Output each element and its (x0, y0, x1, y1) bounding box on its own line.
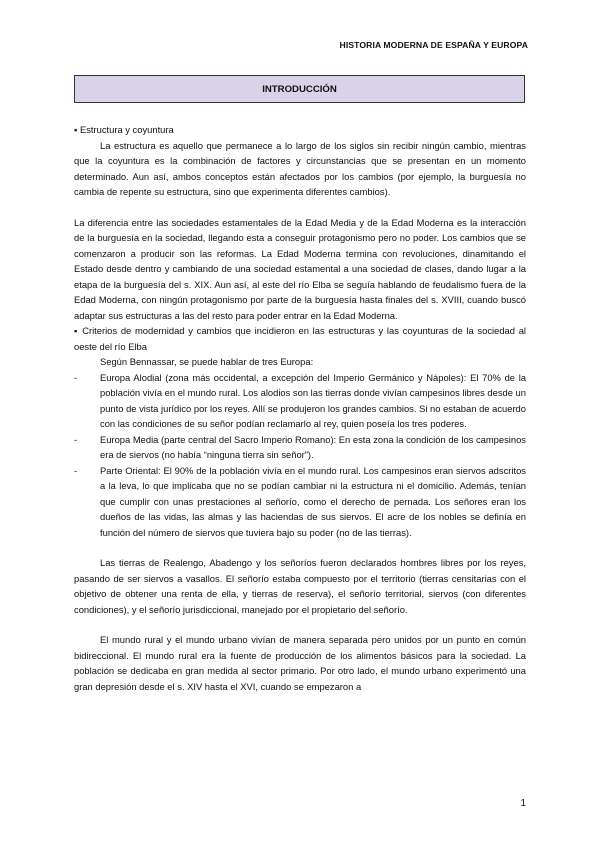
dash-icon: - (74, 464, 78, 476)
page-number: 1 (520, 798, 526, 809)
dash-icon: - (74, 433, 78, 445)
section-title-box (74, 75, 525, 103)
paragraph-difference: La diferencia entre las sociedades estamentales de la Edad Media y de la Edad Moderna es la interacción de la burguesía en la sociedad, llegando esta a conseguir protagonismo pero no poder. Los cambios que se comenzaron a producir son las reformas. La Edad Moderna termina con revoluciones, dinamitando el Estado desde dentro y cambiando de una sociedad estamental a una sociedad de clases, dando lugar a la etapa de la burguesía del s. XIX. Aun así, al este del río Elba se seguía hablando de feudalismo fuera de la Edad Moderna, con ningún protagonismo por parte de la burguesía hasta finales del s. XVIII, cuando buscó adaptar sus estructuras a las del resto para poder entrar en la Edad Moderna. (74, 216, 526, 321)
paragraph-bennassar: Según Bennassar, se puede hablar de tres Europa: (100, 356, 314, 367)
bullet-heading-criteria (74, 323, 526, 354)
list-item-text: Europa Media (parte central del Sacro Imperio Romano): En esta zona la condición de los campesinos era de siervos (no había “ninguna tierra sin señor”). (100, 433, 526, 460)
paragraph-rural-urban: El mundo rural y el mundo urbano vivían de manera separada pero unidos por un punto en común bidireccional. El mundo rural era la fuente de producción de los alimentos básicos para la sociedad. La población se dedicaba en gran medida al sector primario. Por otro lado, el mundo urbano experimentó una gran depresión desde el s. XIV hasta el XVI, cuando se empezaron a (74, 634, 526, 692)
list-item-text: Europa Alodial (zona más occidental, a excepción del Imperio Germánico y Nápoles): El 70% de la población vivía en el mundo rural. Los alodios son las tierras donde vivían campesinos libres desde un punto de vista jurídico por los reyes. Allí se produjeron los grandes cambios. Si no estaban de acuerdo con las condiciones de su señor podían reclamarlo al rey, quien poseía los tres poderes. (100, 371, 526, 429)
section-title: INTRODUCCIÓN (262, 83, 337, 95)
list-item (74, 370, 526, 432)
square-bullet-icon: ▪ (74, 124, 78, 135)
square-bullet-icon: ▪ (74, 325, 79, 336)
list-item (74, 432, 526, 463)
heading-text: Criterios de modernidad y cambios que incidieron en las estructuras y las coyunturas de la sociedad al oeste del río Elba (74, 325, 526, 352)
list-item-text: Parte Oriental: El 90% de la población vivía en el mundo rural. Los campesinos eran siervos adscritos a la leva, lo que implicaba que no se podían cambiar ni la estructura ni el domicilio. Además, tenían que cumplir con unas prestaciones al señorío, como el derecho de pernada. Los señores eran los dueños de las vidas, las almas y las haciendas de sus siervos. El acre de los nobles se definía en función del número de siervos que tuviera bajo su poder (no de las tierras). (100, 464, 526, 538)
running-header: HISTORIA MODERNA DE ESPAÑA Y EUROPA (339, 40, 528, 50)
paragraph-structure: La estructura es aquello que permanece a lo largo de los siglos sin recibir ningún cambio, mientras que la coyuntura es la combinación de factores y circunstancias que se presentan en un momento determinado. Aun así, ambos conceptos están afectados por los cambios (por ejemplo, la burguesía no cambia de repente su estructura, sino que experimenta diferentes cambios). (74, 139, 526, 197)
bullet-heading-structure (74, 122, 526, 138)
paragraph-realengo: Las tierras de Realengo, Abadengo y los señoríos fueron declarados hombres libres por los reyes, pasando de ser siervos a vasallos. El señorío estaba compuesto por el territorio (tierras censitarias con el objetivo de obtener una renta de ella, y tierras de reserva), el señorío territorial, siervos (con diferentes condiciones), y el señorío jurisdiccional, manejado por el propietario del señorío. (74, 557, 526, 615)
document-body (74, 122, 526, 694)
list-item (74, 463, 526, 541)
heading-text: Estructura y coyuntura (79, 124, 174, 135)
dash-icon: - (74, 371, 78, 383)
europe-list (74, 370, 526, 541)
